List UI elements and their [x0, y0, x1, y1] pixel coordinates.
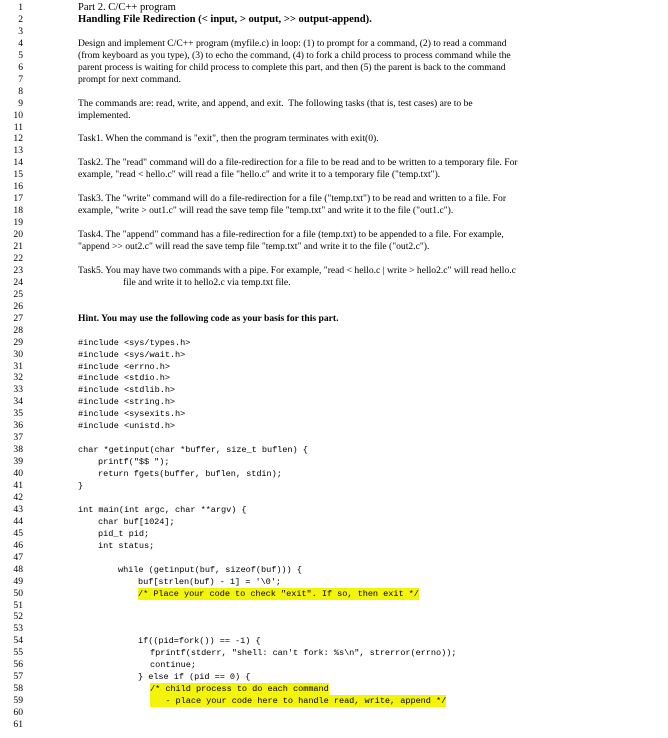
document-line — [0, 313, 668, 325]
code-line: - place your code here to handle read, write, append */ — [150, 696, 447, 707]
body-text: parent process is waiting for child process to complete this part, and then (5) the parent is back to the command — [78, 61, 506, 73]
line-number: 5 — [18, 49, 23, 61]
document-line — [0, 611, 668, 623]
line-number: 57 — [13, 671, 23, 683]
body-text: (from keyboard as you type), (3) to echo the command, (4) to fork a child process to process command while the — [78, 49, 511, 61]
line-number: 17 — [13, 193, 23, 205]
document-line — [0, 623, 668, 635]
document-line — [0, 372, 668, 384]
line-number: 3 — [18, 25, 23, 37]
line-number: 2 — [18, 13, 23, 25]
document-line — [0, 26, 668, 38]
code-line: #include <sys/types.h> — [78, 337, 191, 348]
document-line — [0, 444, 668, 456]
line-number: 49 — [13, 575, 23, 587]
code-line: #include <errno.h> — [78, 361, 170, 372]
line-number: 55 — [13, 647, 23, 659]
line-number: 54 — [13, 635, 23, 647]
code-line: /* child process to do each command — [150, 684, 329, 695]
document-line — [0, 38, 668, 50]
line-number: 52 — [13, 611, 23, 623]
line-number: 24 — [13, 276, 23, 288]
code-line: while (getinput(buf, sizeof(buf))) { — [118, 564, 302, 575]
document-line — [0, 241, 668, 253]
line-number: 38 — [13, 444, 23, 456]
line-number: 33 — [13, 384, 23, 396]
code-line: /* Place your code to check "exit". If so, then exit */ — [138, 588, 419, 599]
line-number: 42 — [13, 491, 23, 503]
document-line — [0, 229, 668, 241]
document-line — [0, 420, 668, 432]
document-line — [0, 432, 668, 444]
document-line — [0, 169, 668, 181]
document-line — [0, 277, 668, 289]
line-number: 31 — [13, 360, 23, 372]
document-line — [0, 349, 668, 361]
line-number: 44 — [13, 515, 23, 527]
body-text: example, "read < hello.c" will read a file "hello.c" and write it to a temporary file ("temp.txt"). — [78, 169, 441, 181]
section-heading: Handling File Redirection (< input, > output, >> output-append). — [78, 13, 372, 25]
document-line — [0, 110, 668, 122]
document-line — [0, 361, 668, 373]
code-line: int main(int argc, char **argv) { — [78, 504, 247, 515]
line-number: 60 — [13, 707, 23, 719]
document-line — [0, 217, 668, 229]
line-number: 13 — [13, 145, 23, 157]
line-number: 15 — [13, 169, 23, 181]
line-number: 1 — [18, 2, 23, 13]
line-number: 36 — [13, 420, 23, 432]
document-line — [0, 181, 668, 193]
document-line — [0, 480, 668, 492]
document-line — [0, 408, 668, 420]
line-number: 39 — [13, 456, 23, 468]
line-number: 26 — [13, 300, 23, 312]
code-line: char buf[1024]; — [98, 516, 175, 527]
line-number: 41 — [13, 480, 23, 491]
document-line — [0, 62, 668, 74]
document-line — [0, 74, 668, 86]
line-number: 40 — [13, 468, 23, 480]
document-line — [0, 671, 668, 683]
document-line — [0, 205, 668, 217]
code-line: continue; — [150, 660, 196, 671]
body-text: implemented. — [78, 109, 131, 121]
body-text: The commands are: read, write, and append, and exit. The following tasks (that is, test cases) are to be — [78, 97, 473, 109]
document-line — [0, 647, 668, 659]
document-line — [0, 50, 668, 62]
code-line: } — [78, 481, 84, 491]
document-line — [0, 325, 668, 337]
line-number: 19 — [13, 217, 23, 229]
line-number: 7 — [18, 73, 23, 85]
body-text: example, "write > out1.c" will read the save temp file "temp.txt" and write it to the file ("out1.c"). — [78, 205, 454, 217]
line-number: 20 — [13, 229, 23, 241]
document-line — [0, 337, 668, 349]
document-line — [0, 145, 668, 157]
document-line — [0, 659, 668, 671]
body-text: "append >> out2.c" will read the save temp file "temp.txt" and write it to the file ("out2.c"). — [78, 241, 430, 252]
line-number: 37 — [13, 432, 23, 444]
document-line — [0, 133, 668, 145]
body-text: Task3. The "write" command will do a file-redirection for a file ("temp.txt") to be read and written to a file. For — [78, 193, 507, 205]
body-text: file and write it to hello2.c via temp.txt file. — [123, 276, 291, 288]
line-number: 50 — [13, 587, 23, 599]
line-number: 43 — [13, 503, 23, 515]
hint-text: Hint. You may use the following code as your basis for this part. — [78, 312, 339, 324]
line-number: 58 — [13, 683, 23, 695]
code-line: buf[strlen(buf) - 1] = '\0'; — [138, 576, 281, 587]
document-line — [0, 86, 668, 98]
line-number: 18 — [13, 205, 23, 217]
line-number: 29 — [13, 336, 23, 348]
body-text: Task2. The "read" command will do a file-redirection for a file to be read and to be written to a temporary file. For — [78, 157, 518, 169]
document-line — [0, 492, 668, 504]
document-line — [0, 635, 668, 647]
code-line: #include <unistd.h> — [78, 421, 176, 432]
body-text: Task1. When the command is "exit", then the program terminates with exit(0). — [78, 133, 379, 145]
line-number: 30 — [13, 348, 23, 360]
document-line — [0, 564, 668, 576]
document-line — [0, 2, 668, 14]
document-line — [0, 600, 668, 612]
line-number: 48 — [13, 563, 23, 575]
document-line — [0, 707, 668, 719]
code-line: printf("$$ "); — [98, 457, 170, 468]
document-line — [0, 157, 668, 169]
document-line — [0, 683, 668, 695]
line-number: 51 — [13, 599, 23, 611]
document-line — [0, 14, 668, 26]
document-line — [0, 122, 668, 134]
document-line — [0, 576, 668, 588]
line-number: 11 — [13, 121, 23, 133]
document-line — [0, 384, 668, 396]
section-title: Part 2. C/C++ program — [78, 2, 176, 13]
line-number: 28 — [13, 324, 23, 336]
line-number: 16 — [13, 181, 23, 193]
line-number: 12 — [13, 133, 23, 145]
body-text: Task5. You may have two commands with a pipe. For example, "read < hello.c | write > hello2.c" will read hello.c — [78, 264, 516, 276]
document-line — [0, 456, 668, 468]
line-number: 10 — [13, 109, 23, 121]
document-line — [0, 265, 668, 277]
body-text: prompt for next command. — [78, 73, 181, 85]
line-number: 59 — [13, 695, 23, 707]
line-number: 4 — [18, 37, 23, 49]
document-line — [0, 588, 668, 600]
code-line: char *getinput(char *buffer, size_t buflen) { — [78, 445, 308, 456]
code-line: pid_t pid; — [98, 528, 150, 539]
body-text: Task4. The "append" command has a file-redirection for a file (temp.txt) to be appended to a file. For example, — [78, 229, 504, 241]
line-number: 9 — [18, 97, 23, 109]
line-number: 46 — [13, 539, 23, 551]
document-line — [0, 552, 668, 564]
document-line — [0, 504, 668, 516]
line-number: 35 — [13, 408, 23, 420]
line-number: 56 — [13, 659, 23, 671]
line-number: 23 — [13, 264, 23, 276]
code-line: int status; — [98, 540, 155, 551]
document-line — [0, 253, 668, 265]
code-line: #include <stdlib.h> — [78, 385, 176, 396]
document-line — [0, 289, 668, 301]
line-number: 14 — [13, 157, 23, 169]
code-line: #include <string.h> — [78, 397, 176, 408]
document-line — [0, 516, 668, 528]
code-line: if((pid=fork()) == -1) { — [138, 636, 261, 647]
code-line: } else if (pid == 0) { — [138, 672, 251, 683]
body-text: Design and implement C/C++ program (myfile.c) in loop: (1) to prompt for a command, (2) to read a command — [78, 37, 507, 49]
line-number: 61 — [13, 719, 23, 730]
document-line — [0, 98, 668, 110]
line-number: 21 — [13, 241, 23, 252]
document-line — [0, 719, 668, 731]
line-number: 8 — [18, 85, 23, 97]
line-number: 34 — [13, 396, 23, 408]
line-number: 32 — [13, 372, 23, 384]
line-number: 53 — [13, 623, 23, 635]
line-number: 45 — [13, 527, 23, 539]
document-line — [0, 540, 668, 552]
document-line — [0, 528, 668, 540]
line-number: 27 — [13, 312, 23, 324]
code-line: #include <sysexits.h> — [78, 409, 186, 420]
code-line: #include <stdio.h> — [78, 373, 170, 384]
code-line: #include <sys/wait.h> — [78, 349, 186, 360]
code-line: return fgets(buffer, buflen, stdin); — [98, 469, 282, 480]
line-number: 25 — [13, 288, 23, 300]
line-number: 22 — [13, 252, 23, 264]
document-line — [0, 301, 668, 313]
document-line — [0, 193, 668, 205]
document-line — [0, 396, 668, 408]
document-line — [0, 468, 668, 480]
code-line: fprintf(stderr, "shell: can't fork: %s\n", strerror(errno)); — [150, 648, 457, 659]
line-number: 47 — [13, 551, 23, 563]
line-number: 6 — [18, 61, 23, 73]
document-line — [0, 695, 668, 707]
